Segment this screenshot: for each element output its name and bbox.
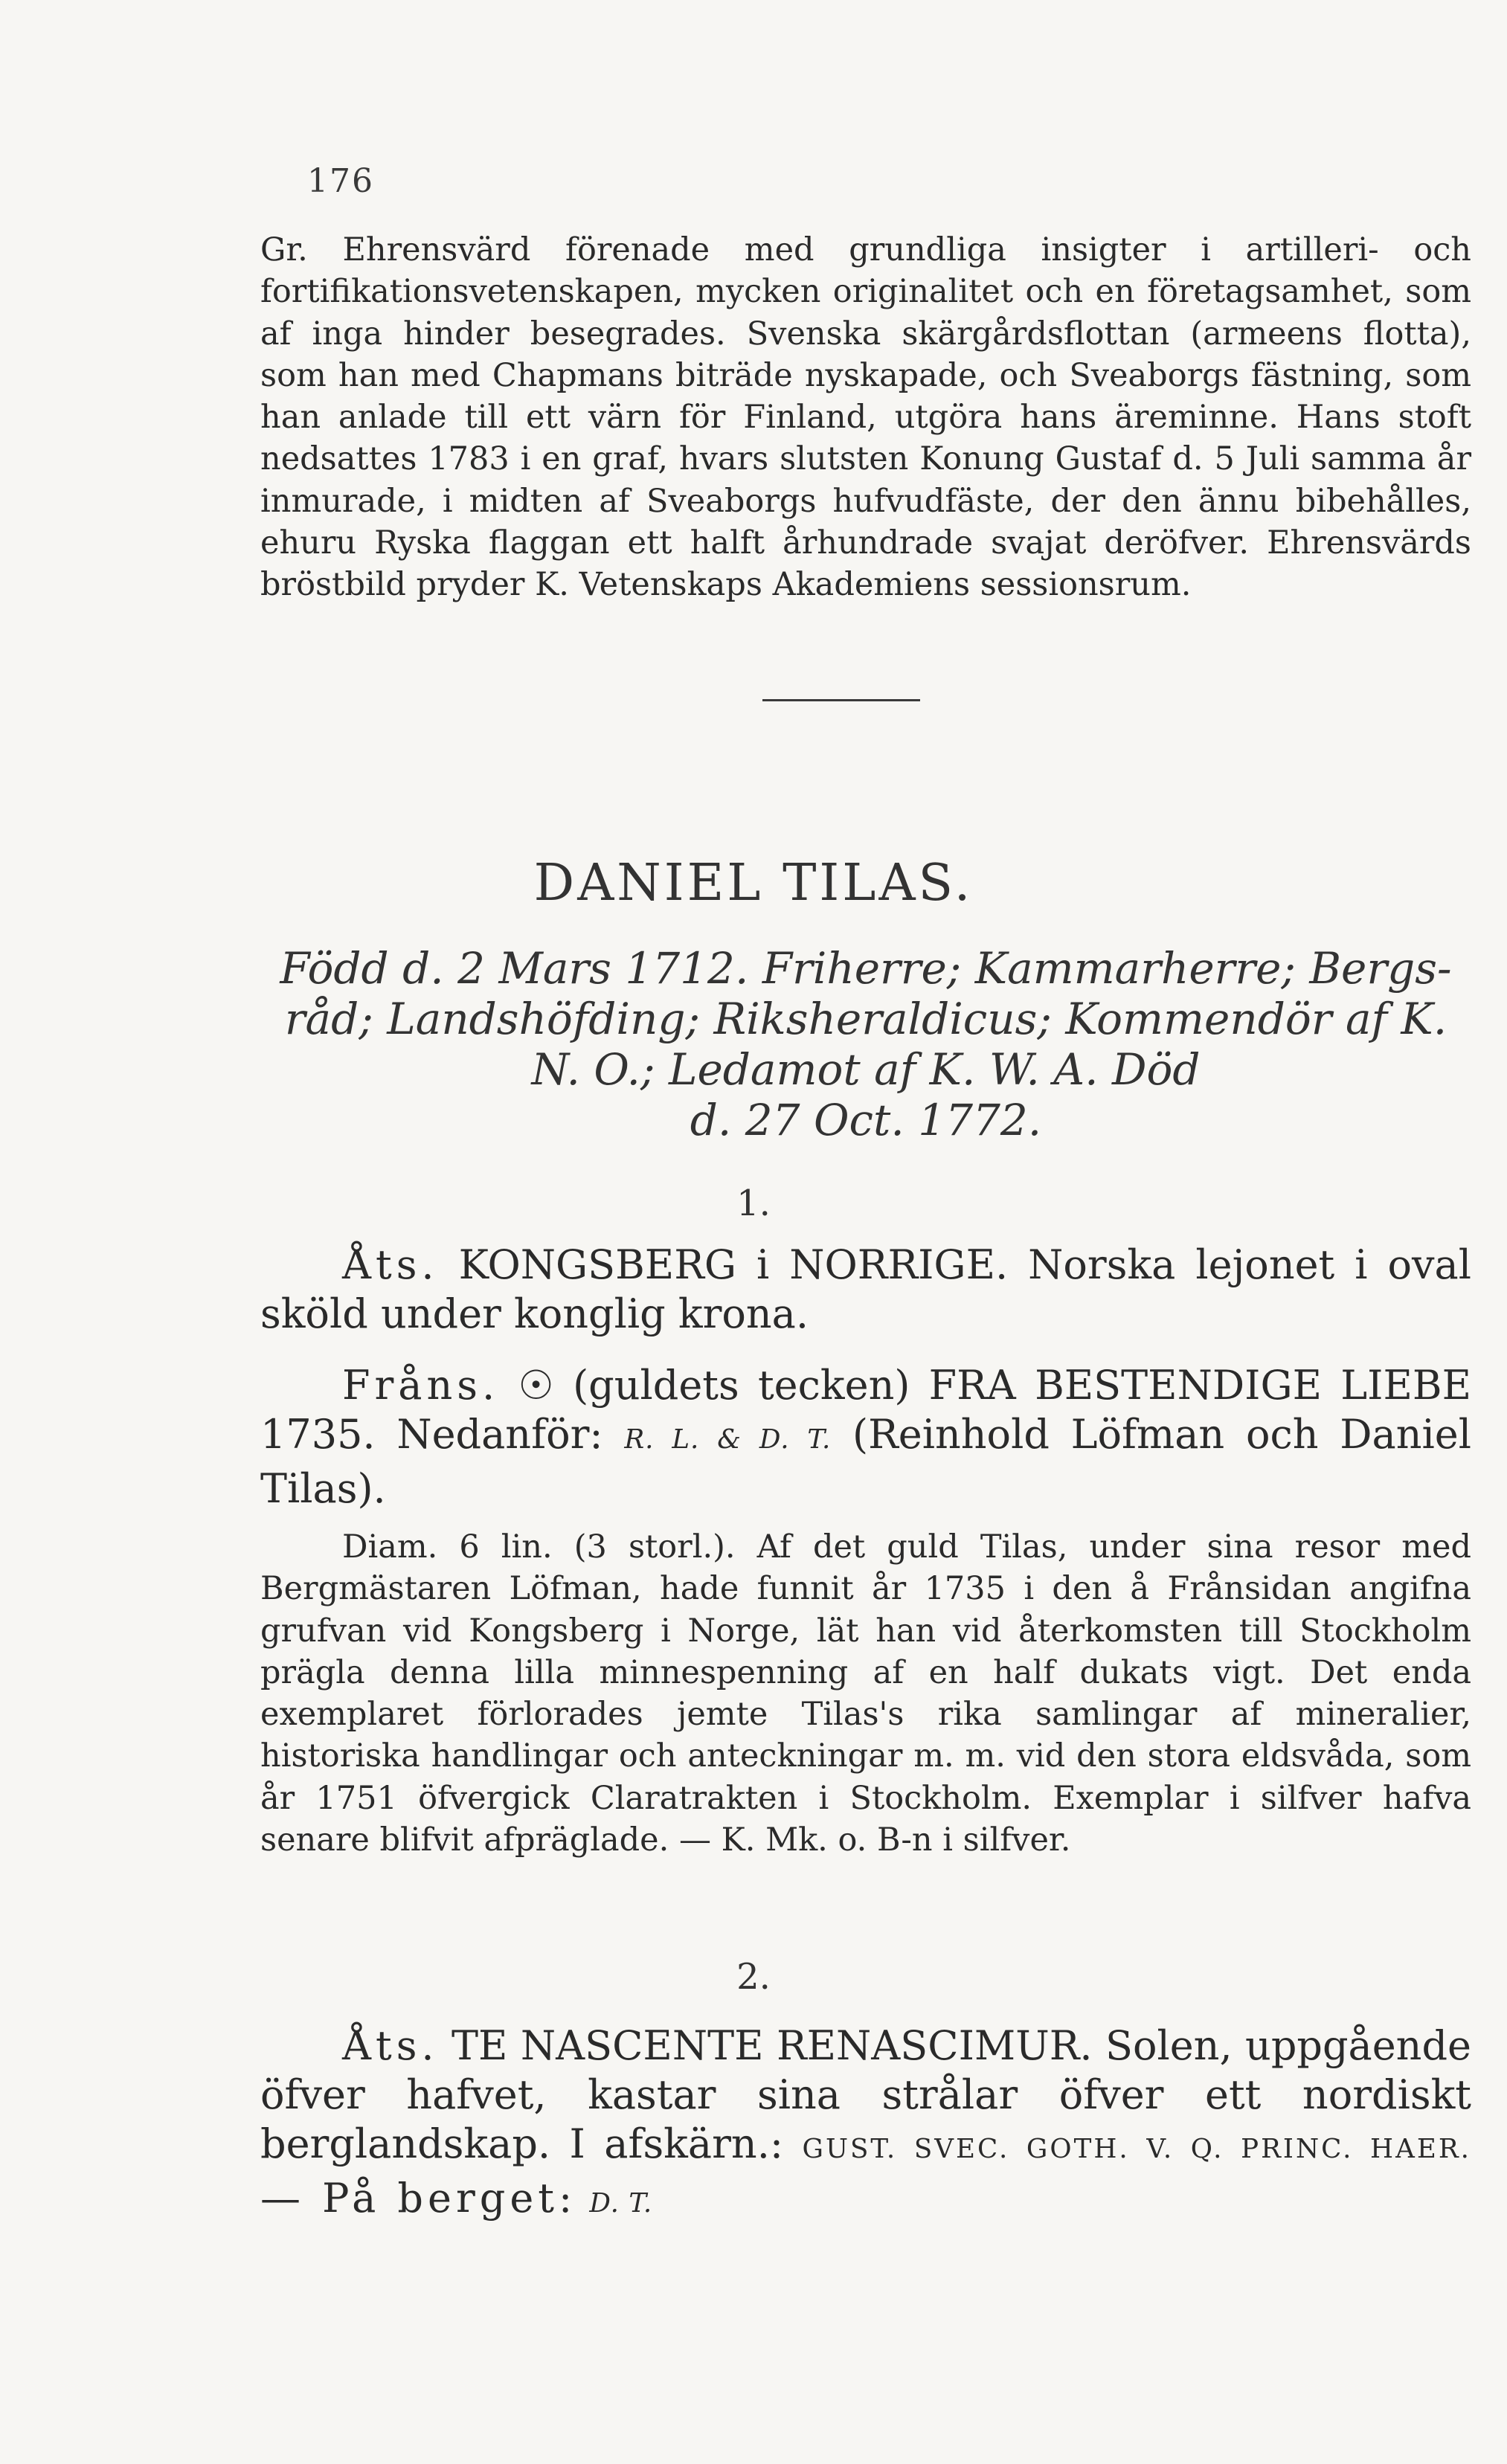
section-divider bbox=[762, 699, 920, 701]
biography-line-1: Född d. 2 Mars 1712. Friherre; Kammarherre; Bergs- bbox=[280, 943, 1452, 994]
medal-2-number: 2. bbox=[736, 1956, 771, 1998]
reverse-description: D. T. bbox=[589, 2188, 653, 2219]
entry-biography bbox=[260, 943, 1471, 1145]
entry-heading: DANIEL TILAS. bbox=[533, 854, 974, 913]
medal-1-obverse bbox=[260, 1241, 1471, 1339]
medal-1-description: Diam. 6 lin. (3 storl.). Af det guld Tilas, under sina resor med Bergmästaren Löfman, hade funnit år 1735 i den å Frånsidan angifna grufvan vid Kongsberg i Norge, lät han vid återkomsten till Stockholm prägla denna lilla minnespenning af en half dukats vigt. Det enda exemplaret förlorades jemte Tilas's rika samlingar af mineralier, historiska handlingar och anteckningar m. m. vid den stora eldsvåda, som år 1751 öfvergick Claratrakten i Stockholm. Exemplar i silfver hafva senare blifvit afpräglade. — K. Mk. o. B-n i silfver. bbox=[260, 1528, 1471, 1859]
obverse-description: KONGSBERG i NORRIGE. Norska lejonet i oval sköld under konglig krona. bbox=[260, 1241, 1471, 1337]
page-number: 176 bbox=[307, 162, 374, 200]
obverse-description: TE NASCENTE RENASCIMUR. Solen, uppgående öfver hafvet, kastar sina strålar öfver ett nordiskt berglandskap. I afskärn.: bbox=[260, 2022, 1471, 2167]
reverse-initials: R. L. & D. T. bbox=[624, 1424, 832, 1455]
medal-2-obverse bbox=[260, 2021, 1471, 2228]
reverse-label: Fråns. bbox=[342, 1362, 500, 1409]
medal-1-number: 1. bbox=[736, 1183, 771, 1224]
intro-paragraph: Gr. Ehrensvärd förenade med grundliga insigter i artilleri- och fortifikationsvetenskapen, mycken originalitet och en företagsamhet, som af inga hinder besegrades. Svenska skärgårdsflottan (armeens flotta), som han med Chapmans biträde nyskapade, och Sveaborgs fästning, som han anlade till ett värn för Finland, utgöra hans äreminne. Hans stoft nedsattes 1783 i en graf, hvars slutsten Konung Gustaf d. 5 Juli samma år inmurade, i midten af Sveaborgs hufvudfäste, der den ännu bibehålles, ehuru Ryska flaggan ett halft århundrade svajat deröfver. Ehrensvärds bröstbild pryder K. Vetenskaps Akademiens sessionsrum. bbox=[260, 231, 1471, 604]
reverse-names: (Reinhold Löfman och Daniel Tilas). bbox=[260, 1411, 1471, 1512]
reverse-description: ☉ (guldets tecken) FRA BESTENDIGE LIEBE 1735. Nedanför: bbox=[260, 1362, 1472, 1458]
medal-1-reverse bbox=[260, 1361, 1471, 1514]
obverse-label: Åts. bbox=[342, 2022, 439, 2069]
biography-line-3: N. O.; Ledamot af K. W. A. Död bbox=[531, 1044, 1201, 1095]
biography-line-2: råd; Landshöfding; Riksheraldicus; Kommendör af K. bbox=[284, 994, 1447, 1044]
reverse-label: — På berget: bbox=[260, 2175, 577, 2222]
obverse-label: Åts. bbox=[342, 1241, 439, 1288]
biography-line-4: d. 27 Oct. 1772. bbox=[690, 1095, 1042, 1145]
obverse-exergue: GUST. SVEC. GOTH. V. Q. PRINC. HAER. bbox=[802, 2134, 1472, 2164]
